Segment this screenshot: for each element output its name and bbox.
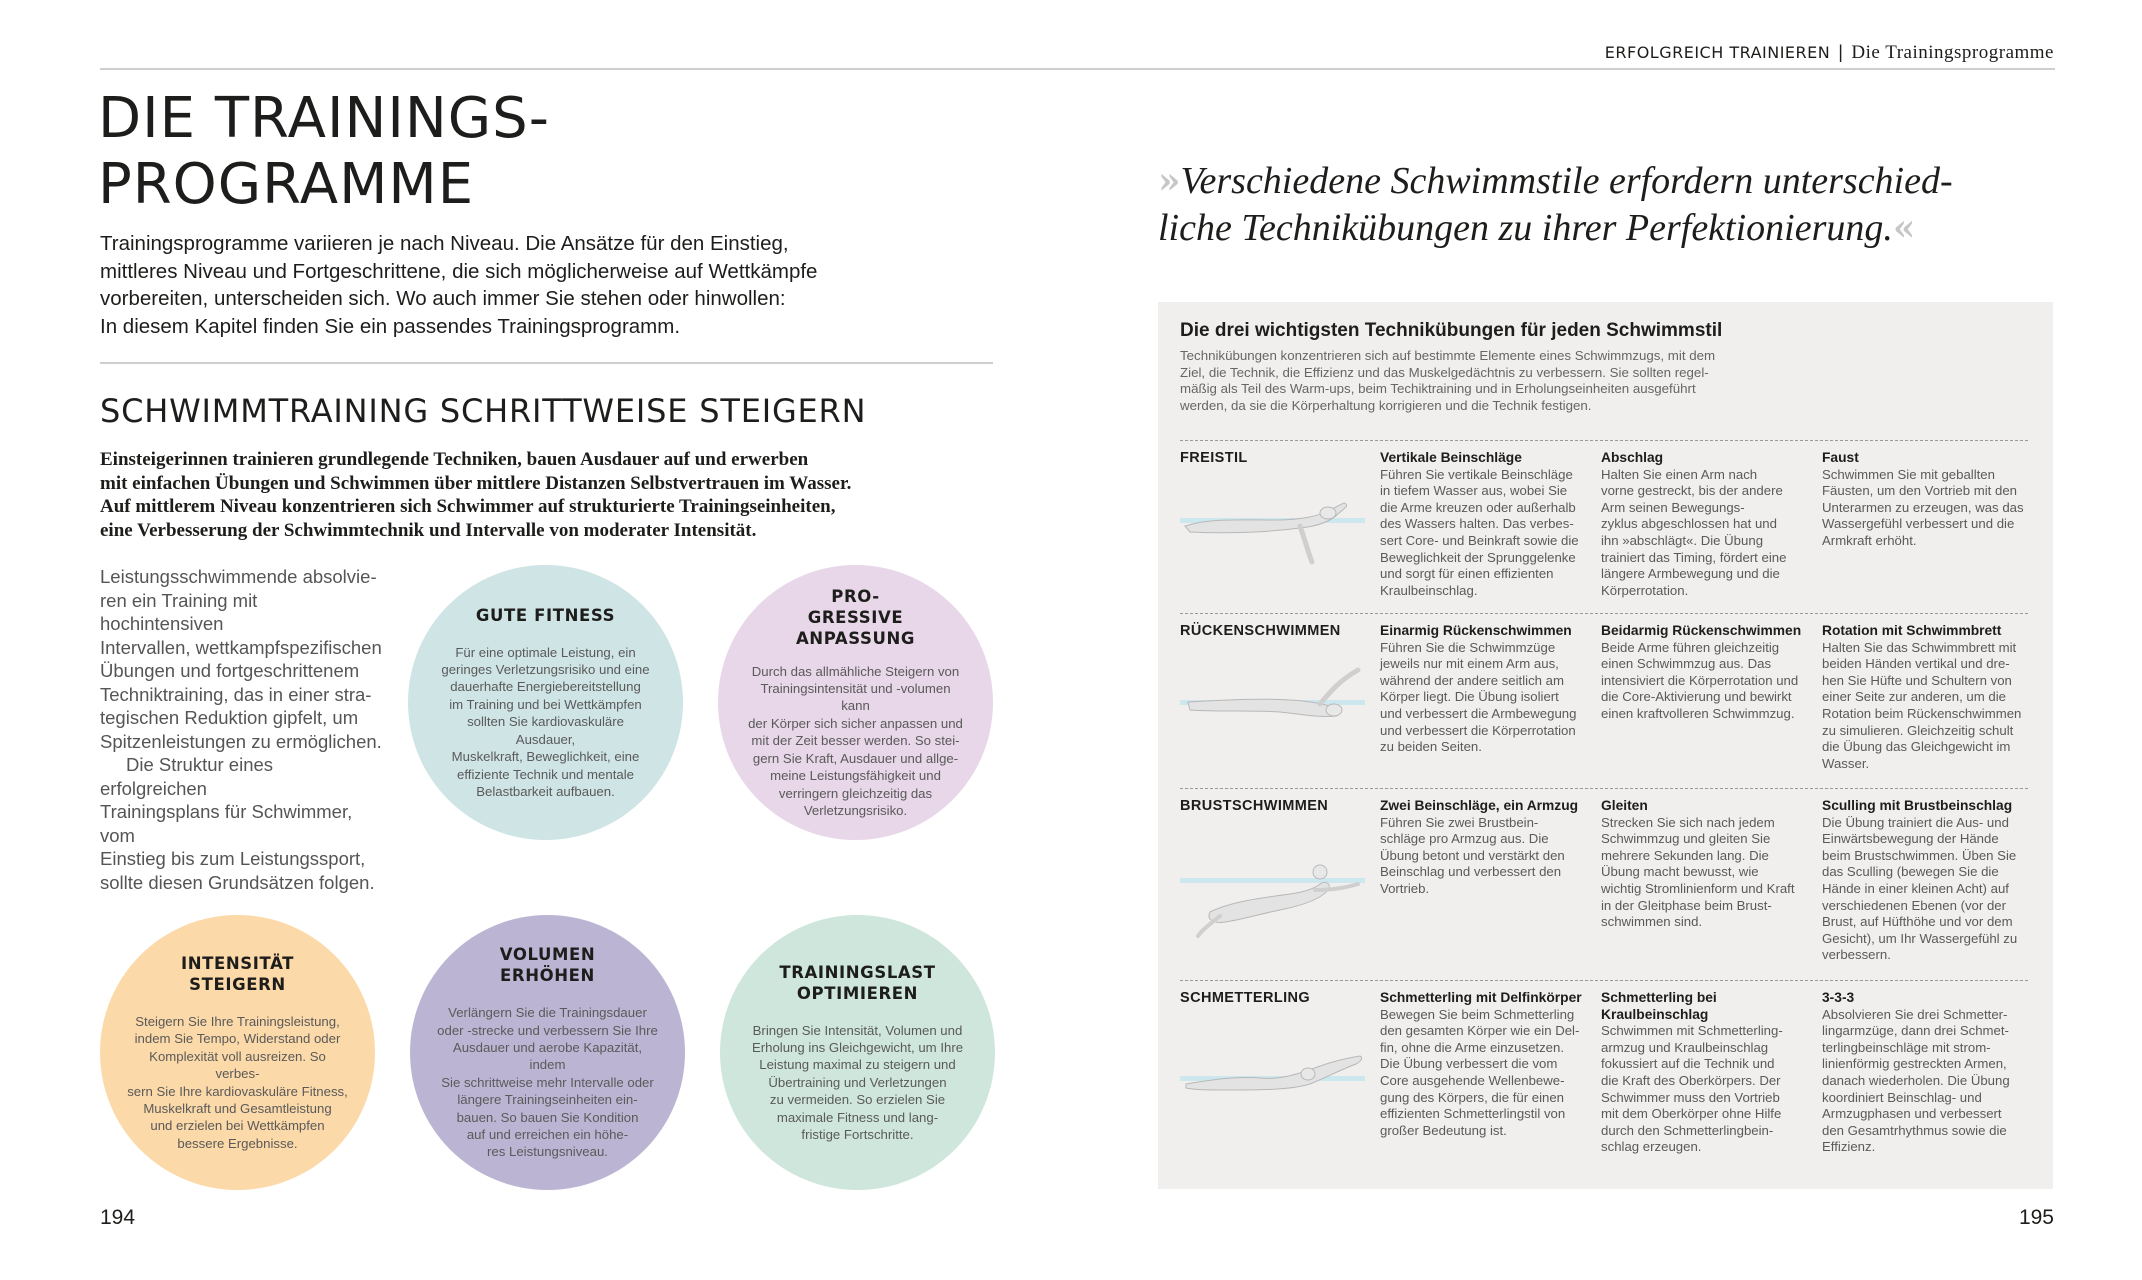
circle-text-line: Komplexität voll ausreizen. So verbes- [149, 1048, 326, 1082]
exercise-line: Schwimmzug und gleiten Sie [1601, 831, 1771, 847]
circle-text [436, 1004, 659, 1161]
exercise-title: Zwei Beinschläge, ein Armzug [1380, 798, 1579, 813]
exercise-line: schlag erzeugen. [1601, 1139, 1702, 1155]
stroke-name-freistil: FREISTIL [1180, 450, 1248, 466]
exercise [1822, 623, 2032, 772]
circle-text-line: res Leistungsniveau. [487, 1144, 608, 1160]
exercise-line: Wassergefühl verbessert und die [1822, 516, 2015, 532]
exercise-line: durch den Schmetterlingbein- [1601, 1122, 1774, 1138]
exercise-line: Unterarmen zu erzeugen, was das [1822, 499, 2024, 515]
swimmer-leg [1198, 916, 1220, 936]
circle-text-line: der Körper sich sicher anpassen und [748, 715, 963, 731]
exercise-line: fokussiert auf die Technik und [1601, 1056, 1775, 1072]
exercise-line: Brust, auf Hüfthöhe und vor dem [1822, 914, 2013, 930]
circle-text-line: zu vermeiden. So erzielen Sie [769, 1092, 946, 1108]
circle-text-line: mit der Zeit besser werden. So stei- [751, 733, 960, 749]
circle-text-line: effiziente Technik und mentale [457, 766, 634, 782]
exercise [1601, 798, 1811, 931]
circle-text-line: Muskelkraft, Beweglichkeit, eine [451, 749, 640, 765]
intro-line: Trainingsprogramme variieren je nach Niveau. Die Ansätze für den Einstieg, [100, 232, 789, 255]
exercise-line: fin, ohne die Arme einzusetzen. [1380, 1039, 1565, 1055]
exercise-text [1822, 1007, 2032, 1156]
exercise-title: Faust [1822, 450, 1859, 465]
exercise-line: koordiniert Beinschlag- und [1822, 1089, 1982, 1105]
body-line: sollte diesen Grundsätzen folgen. [100, 871, 375, 893]
circle-trainingslast-optimieren [720, 915, 995, 1190]
circle-text-line: Steigern Sie Ihre Trainingsleistung, [135, 1013, 340, 1029]
exercise-line: in tiefem Wasser aus, wobei Sie [1380, 483, 1568, 499]
circle-volumen-erhoehen [410, 915, 685, 1190]
stroke-name-schmetterling: SCHMETTERLING [1180, 990, 1311, 1006]
circle-text-line: Für eine optimale Leistung, ein [455, 644, 636, 660]
circle-text-line: Muskelkraft und Gesamtleistung [143, 1100, 332, 1116]
exercise-line: Führen Sie vertikale Beinschläge [1380, 466, 1573, 482]
body-line: Trainingsplans für Schwimmer, vom [100, 801, 353, 846]
exercise-line: Wasser. [1822, 755, 1870, 771]
exercise-text [1822, 815, 2032, 964]
exercise-title: Abschlag [1601, 450, 1664, 465]
panel-intro-line: mäßig als Teil des Warm-ups, beim Techiktraining und in Erholungseinheiten ausgeführt [1180, 381, 1696, 397]
circle-text [746, 663, 965, 820]
exercise-line: die Übung das Gleichgewicht im [1822, 739, 2011, 755]
exercise-text [1601, 640, 1811, 723]
backstroke-swimmer-illustration [1180, 660, 1365, 750]
exercise-text [1601, 1023, 1811, 1156]
circle-text [752, 1022, 963, 1144]
exercise-line: großer Bedeutung ist. [1380, 1122, 1507, 1138]
circle-text-line: Übertraining und Verletzungen [768, 1074, 947, 1090]
intro-line: vorbereiten, unterscheiden sich. Wo auch immer Sie stehen oder hinwollen: [100, 287, 786, 310]
circle-text-line: bauen. So bauen Sie Kondition [456, 1109, 639, 1125]
exercise-line: einen Schwimmzug aus. Das [1601, 656, 1772, 672]
swimmer-arm [1320, 670, 1358, 704]
exercise-line: Rotation beim Rückenschwimmen [1822, 705, 2022, 721]
exercise-line: mehrere Sekunden lang. Die [1601, 847, 1769, 863]
circle-title: INTENSITÄT STEIGERN [180, 953, 295, 994]
exercise-line: einen kraftvolleren Schwimmzug. [1601, 705, 1795, 721]
body-line: Einstieg bis zum Leistungssport, [100, 848, 366, 869]
body-paragraph-1 [100, 565, 385, 753]
breaststroke-swimmer-illustration [1180, 850, 1365, 940]
circle-text-line: Ausdauer und aerobe Kapazität, indem [452, 1039, 643, 1073]
stroke-name-rueckenschwimmen: RÜCKENSCHWIMMEN [1180, 623, 1341, 639]
exercise-line: zyklus abgeschlossen hat und [1601, 516, 1777, 532]
swimmer-body [1186, 1056, 1362, 1090]
body-line: tegischen Reduktion gipfelt, um [100, 707, 359, 728]
lead-paragraph [100, 448, 890, 542]
quote-close-mark: « [1892, 207, 1916, 249]
exercise-line: mit dem Oberkörper ohne Hilfe [1601, 1106, 1782, 1122]
exercise-line: Strecken Sie sich nach jedem [1601, 814, 1775, 830]
exercise-line: den gesamten Körper wie ein Del- [1380, 1023, 1580, 1039]
swimmer-body [1185, 503, 1347, 533]
circle-text-line: oder -strecke und verbessern Sie Ihre [437, 1022, 658, 1038]
exercise-line: Führen Sie zwei Brustbein- [1380, 814, 1539, 830]
lead-line: Einsteigerinnen trainieren grundlegende Techniken, bauen Ausdauer auf und erwerben [100, 449, 809, 470]
exercise-line: Beinschlag und verbessert den [1380, 864, 1562, 880]
exercise-line: schwimmen sind. [1601, 914, 1703, 930]
exercise-text [1601, 467, 1811, 600]
exercise-line: Schwimmen mit Schmetterling- [1601, 1023, 1783, 1039]
circle-text-line: Trainingsintensität und -volumen kann [760, 681, 951, 714]
exercise-line: wichtig Stromlinienform und Kraft [1601, 880, 1795, 896]
circle-text-line: verringern gleichzeitig das [778, 785, 933, 801]
exercise-title: 3-3-3 [1822, 990, 1855, 1005]
running-header-section: ERFOLGREICH TRAINIEREN [1604, 43, 1831, 62]
section-heading: SCHWIMMTRAINING SCHRITTWEISE STEIGERN [100, 392, 867, 430]
exercise-line: effizienten Schmetterlingstil von [1380, 1106, 1566, 1122]
circle-title: TRAININGSLAST OPTIMIEREN [779, 962, 936, 1003]
exercise-line: beiden Händen vertikal und dre- [1822, 656, 2010, 672]
exercise-text [1822, 467, 2032, 550]
stroke-name-brustschwimmen: BRUSTSCHWIMMEN [1180, 798, 1329, 814]
exercise-line: Core ausgehende Wellenbewe- [1380, 1072, 1565, 1088]
circle-text-line: und erzielen bei Wettkämpfen [150, 1118, 325, 1134]
swimmer-arm [1300, 526, 1312, 562]
top-rule [100, 68, 2055, 70]
circle-text-line: auf und erreichen ein höhe- [466, 1127, 629, 1143]
exercise-line: die Core-Aktivierung und bewirkt [1601, 689, 1792, 705]
page-number-left: 194 [100, 1206, 136, 1229]
running-header [1605, 42, 2054, 64]
exercise-line: in der Gleitphase beim Brust- [1601, 897, 1772, 913]
circle-text-line: bessere Ergebnisse. [177, 1135, 298, 1151]
exercise-line: Kraulbeinschlag. [1380, 582, 1478, 598]
exercise-line: Halten Sie das Schwimmbrett mit [1822, 639, 2017, 655]
circle-text-line: meine Leistungsfähigkeit und [770, 768, 941, 784]
exercise-line: Halten Sie einen Arm nach [1601, 466, 1758, 482]
body-line: Übungen und fortgeschrittenem [100, 660, 360, 681]
exercise-line: Bewegen Sie beim Schmetterling [1380, 1006, 1575, 1022]
quote-open-mark: » [1158, 160, 1181, 202]
exercise-line: gung des Körpers, die für einen [1380, 1089, 1565, 1105]
row-divider [1180, 440, 2028, 441]
exercise [1380, 798, 1590, 898]
exercise-title: Einarmig Rückenschwimmen [1380, 623, 1572, 638]
exercise-line: während der andere seitlich am [1380, 672, 1564, 688]
exercise-line: Fäusten, um den Vortrieb mit den [1822, 483, 2017, 499]
pull-quote-line-1 [1158, 158, 2018, 205]
exercise-title: Gleiten [1601, 798, 1648, 813]
exercise-line: linienförmig gestreckten Armen, [1822, 1056, 2007, 1072]
exercise-line: sert Core- und Beinkraft sowie die [1380, 532, 1579, 548]
intro-line: mittleres Niveau und Fortgeschrittene, die sich möglicherweise auf Wettkämpfe [100, 259, 818, 283]
lead-line: eine Verbesserung der Schwimmtechnik und Intervalle von moderater Intensität. [100, 519, 757, 541]
exercise [1822, 450, 2032, 550]
circle-text-line: fristige Fortschritte. [801, 1127, 914, 1143]
swimmer-head [1320, 507, 1336, 519]
intro-paragraph [100, 230, 860, 340]
butterfly-swimmer-illustration [1180, 1040, 1365, 1130]
row-divider [1180, 613, 2028, 614]
circle-text [126, 1013, 349, 1152]
exercise-title: Vertikale Beinschläge [1380, 450, 1522, 465]
page-title: DIE TRAININGS- PROGRAMME [98, 86, 550, 217]
exercise-line: trainiert das Timing, fördert eine [1601, 549, 1787, 565]
body-line: Spitzenleistungen zu ermöglichen. [100, 730, 382, 752]
swimmer-head [1326, 704, 1342, 716]
exercise [1380, 990, 1590, 1139]
circle-text-line: dauerhafte Energiebereitstellung [450, 679, 641, 695]
exercise-line: Effizienz. [1822, 1139, 1876, 1155]
exercise-line: Körper liegt. Die Übung isoliert [1380, 689, 1559, 705]
exercise-line: Vortrieb. [1380, 880, 1430, 896]
circle-text-line: Verletzungsrisiko. [803, 802, 908, 818]
exercise-line: vorne gestreckt, bis der andere [1601, 483, 1783, 499]
exercise-line: danach wiederholen. Die Übung [1822, 1072, 2010, 1088]
page-number-right: 195 [2018, 1206, 2054, 1229]
exercise-line: Hände in einer kleinen Acht) auf [1822, 880, 2009, 896]
exercise [1822, 990, 2032, 1156]
exercise-line: Schwimmer muss den Vortrieb [1601, 1089, 1780, 1105]
exercise-title: Schmetterling bei Kraulbeinschlag [1601, 990, 1717, 1022]
circle-text-line: Durch das allmähliche Steigern von [751, 663, 960, 679]
exercise-text [1380, 467, 1590, 600]
exercise-line: längere Armbewegung und die [1601, 566, 1780, 582]
body-line: ren ein Training mit hochintensiven [100, 589, 258, 634]
exercise-line: Einwärtsbewegung der Hände [1822, 831, 1999, 847]
exercise [1822, 798, 2032, 964]
exercise-title: Sculling mit Brustbeinschlag [1822, 798, 2013, 813]
exercise [1601, 990, 1811, 1156]
exercise-title: Schmetterling mit Delfinkörper [1380, 990, 1582, 1005]
exercise-line: jeweils nur mit einem Arm aus, [1380, 656, 1559, 672]
body-text [100, 565, 385, 894]
circle-text-line: gern Sie Kraft, Ausdauer und allge- [752, 750, 959, 766]
exercise-text [1380, 1007, 1590, 1140]
panel-intro-line: Technikübungen konzentrieren sich auf bestimmte Elemente eines Schwimmzugs, mit dem [1180, 348, 1716, 363]
exercise-line: und sorgt für einen effizienten [1380, 566, 1554, 582]
quote-text-2: liche Technikübungen zu ihrer Perfektionierung. [1158, 207, 1893, 249]
body-line: Die Struktur eines erfolgreichen [100, 754, 274, 799]
exercise-line: hen Sie Hüfte und Schultern von [1822, 672, 2012, 688]
body-line: Intervallen, wettkampfspezifischen [100, 636, 382, 658]
exercise-line: Schwimmen Sie mit geballten [1822, 466, 1995, 482]
exercise-line: und verbessert die Körperrotation [1380, 722, 1576, 738]
exercise-line: den Gesamtrhythmus sowie die [1822, 1122, 2007, 1138]
exercise-line: intensiviert die Körperrotation und [1601, 672, 1799, 688]
circle-text-line: geringes Verletzungsrisiko und eine [441, 662, 650, 678]
body-line: Techniktraining, das in einer stra- [100, 683, 372, 705]
row-divider [1180, 980, 2028, 981]
exercise-line: zu beiden Seiten. [1380, 739, 1482, 755]
freestyle-swimmer-illustration [1180, 480, 1365, 570]
panel-intro-line: werden, da sie die Körperhaltung korrigieren und die Technik festigen. [1180, 397, 1592, 413]
body-paragraph-2 [100, 753, 385, 894]
exercise [1601, 623, 1811, 723]
exercise [1380, 450, 1590, 599]
circle-title: VOLUMEN ERHÖHEN [499, 945, 596, 986]
exercise-line: verbessern. [1822, 947, 1891, 963]
exercise-line: Die Übung trainiert die Aus- und [1822, 814, 2009, 830]
body-line: Leistungsschwimmende absolvie- [100, 566, 377, 587]
quote-text-1: Verschiedene Schwimmstile erfordern unterschied- [1180, 160, 1953, 202]
circle-text-line: Belastbarkeit aufbauen. [476, 783, 615, 799]
exercise-line: die Arme kreuzen oder außerhalb [1380, 499, 1576, 515]
panel-intro-line: Ziel, die Technik, die Effizienz und das Muskelgedächtnis zu verbessern. Sie sollten regel- [1180, 364, 1709, 380]
exercise-line: schläge pro Armzug aus. Die [1380, 831, 1549, 847]
circle-text-line: längere Trainingseinheiten ein- [457, 1092, 638, 1108]
lead-line: mit einfachen Übungen und Schwimmen über mittlere Distanzen Selbstvertrauen im Wasser. [100, 472, 852, 494]
panel-title: Die drei wichtigsten Technikübungen für jeden Schwimmstil [1180, 320, 1723, 341]
exercise-line: Körperrotation. [1601, 582, 1689, 598]
exercise-line: Übung betont und verstärkt den [1380, 847, 1565, 863]
exercise [1601, 450, 1811, 599]
circle-text-line: maximale Fitness und lang- [776, 1109, 939, 1125]
exercise-line: Übung macht bewusst, wie [1601, 864, 1759, 880]
exercise-line: des Wassers halten. Das verbes- [1380, 516, 1574, 532]
water-surface [1180, 878, 1365, 883]
exercise-line: ihn »abschlägt«. Die Übung [1601, 532, 1764, 548]
circle-progressive-anpassung [718, 565, 993, 840]
exercise-line: armzug und Kraulbeinschlag [1601, 1039, 1769, 1055]
panel-intro [1180, 348, 1760, 414]
circle-text-line: indem Sie Tempo, Widerstand oder [134, 1031, 341, 1047]
exercise-text [1380, 815, 1590, 898]
circle-text-line: sollten Sie kardiovaskuläre Ausdauer, [467, 714, 624, 747]
exercise-line: verschiedenen Ebenen (vor der [1822, 897, 2007, 913]
exercise-line: Die Übung verbessert die vom [1380, 1056, 1558, 1072]
exercise-line: einer Seite zur anderen, um die [1822, 689, 2007, 705]
exercise-line: Gesicht), um Ihr Wassergefühl zu [1822, 930, 2018, 946]
circle-text-line: Leistung maximal zu steigern und [759, 1057, 956, 1073]
swimmer-head [1313, 865, 1327, 879]
exercise-line: die Kraft des Oberkörpers. Der [1601, 1072, 1781, 1088]
exercise-line: und verbessert die Armbewegung [1380, 705, 1577, 721]
intro-line: In diesem Kapitel finden Sie ein passendes Trainingsprogramm. [100, 314, 681, 338]
circle-text-line: Bringen Sie Intensität, Volumen und [752, 1022, 963, 1038]
exercise-line: Beide Arme führen gleichzeitig [1601, 639, 1780, 655]
exercise-line: Armzugphasen und verbessert [1822, 1106, 2002, 1122]
circle-text-line: Verlängern Sie die Trainingsdauer [448, 1005, 647, 1021]
circle-title: GUTE FITNESS [475, 605, 616, 625]
circle-text-line: im Training und bei Wettkämpfen [449, 696, 642, 712]
running-header-subsection: Die Trainingsprogramme [1851, 42, 2054, 63]
exercise-title: Beidarmig Rückenschwimmen [1601, 623, 1802, 638]
circle-text [436, 644, 655, 801]
circle-gute-fitness [408, 565, 683, 840]
exercise-line: Führen Sie die Schwimmzüge [1380, 639, 1556, 655]
exercise-line: Arm seinen Bewegungs- [1601, 499, 1745, 515]
circle-intensitaet-steigern [100, 915, 375, 1190]
exercise-text [1601, 815, 1811, 931]
exercise-title: Rotation mit Schwimmbrett [1822, 623, 2002, 638]
pull-quote-line-2 [1158, 205, 2018, 252]
exercise-line: Beweglichkeit der Sprunggelenke [1380, 549, 1576, 565]
exercise-text [1380, 640, 1590, 756]
swimmer-head [1301, 1068, 1315, 1080]
exercise-line: Armkraft erhöht. [1822, 532, 1917, 548]
circle-text-line: sern Sie Ihre kardiovaskuläre Fitness, [127, 1083, 348, 1099]
exercise-line: Absolvieren Sie drei Schmetter- [1822, 1006, 2008, 1022]
running-header-separator: | [1838, 42, 1844, 62]
row-divider [1180, 788, 2028, 789]
circle-title: PRO- GRESSIVE ANPASSUNG [795, 586, 916, 648]
exercise-line: terlingbeinschläge mit strom- [1822, 1039, 1991, 1055]
exercise [1380, 623, 1590, 756]
swimmer-body [1209, 882, 1329, 922]
circle-text-line: Sie schrittweise mehr Intervalle oder [441, 1074, 654, 1090]
section-rule [100, 362, 993, 364]
exercise-text [1822, 640, 2032, 773]
pull-quote [1158, 158, 2018, 252]
lead-line: Auf mittlerem Niveau konzentrieren sich Schwimmer auf strukturierte Trainingseinheiten, [100, 496, 836, 517]
exercise-line: lingarmzüge, dann drei Schmet- [1822, 1023, 2009, 1039]
exercise-line: beim Brustschwimmen. Üben Sie [1822, 847, 2017, 863]
circle-text-line: Erholung ins Gleichgewicht, um Ihre [751, 1039, 964, 1055]
exercise-line: zu simulieren. Gleichzeitig schult [1822, 722, 2014, 738]
exercise-line: das Sculling (bewegen Sie die [1822, 864, 1999, 880]
